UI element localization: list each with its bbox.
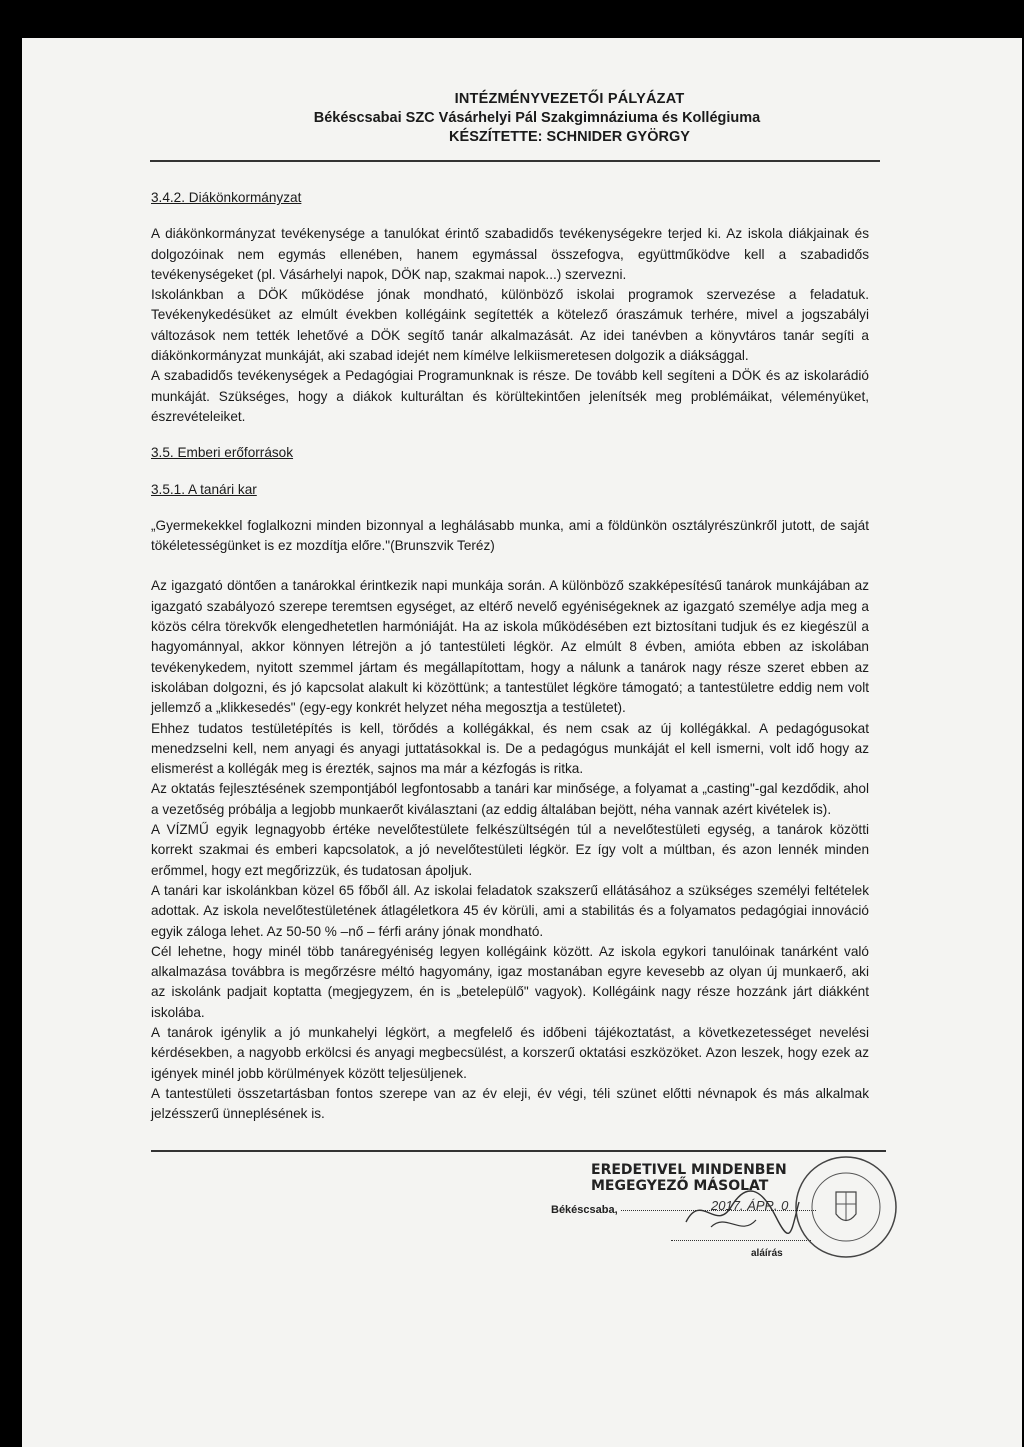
certification-stamp [151,1152,869,1270]
paragraph: Iskolánkban a DÖK működése jónak mondható, különböző iskolai programok szervezése a feladatuk. Tevékenykedésüket az elmúlt években kollégáink segítették a kötelező óraszámuk terhére, mivel a jogszabályi változások nem tették lehetővé a DÖK segítő tanár alkalmazását. Az idei tanévben a könyvtáros tanár segíti a diákönkormányzat munkáját, aki szabad idejét nem kímélve lelkiismeretesen dolgozik a diáksággal. [151,287,869,364]
document-page [22,38,1022,1447]
stamp-date: 2017. ÁPR. 0 [711,1198,789,1214]
header-school: Békéscsabai SZC Vásárhelyi Pál Szakgimnáziuma és Kollégiuma [313,110,761,126]
paragraph: A tanárok igénylik a jó munkahelyi légkört, a megfelelő és időbeni tájékoztatást, a következetességet nevelési kérdésekben, a nagyobb erkölcsi és anyagi megbecsülést, a korszerű oktatási eszközöket. Azon leszek, hogy ezek az igények minél jobb körülmények között teljesüljenek. [151,1024,869,1081]
document-body [151,188,869,1270]
paragraph: Ehhez tudatos testületépítés is kell, törődés a kollégákkal, és nem csak az új kollégákkal. A pedagógusokat menedzselni kell, nem anyagi és anyagi juttatásokkal is. De a pedagógus munkáját el kell ismerni, volt idő hogy az elismerést a kollégák meg is érezték, sajnos ma már a kézfogás is ritka. [151,720,869,777]
paragraph: A VÍZMŰ egyik legnagyobb értéke nevelőtestülete felkészültségén túl a nevelőtestületi egység, a tanárok közötti korrekt szakmai és emberi kapcsolatok, a jó nevelőtestületi légkör. Ez így volt a múltban, és azon lennék minden erőmmel, hogy ezt megőrizzük, és tudatosan ápoljuk. [151,822,869,878]
handwritten-signature-icon [681,1182,801,1242]
header-divider [150,160,880,162]
quote: „Gyermekekkel foglalkozni minden bizonnyal a leghálásabb munka, ami a földünkön osztályrészünkről jutott, de saját tökéletességünket is ez mozdítja előre."(Brunszvik Teréz) [151,517,869,554]
header-author: KÉSZÍTETTE: SCHNIDER GYÖRGY [449,129,690,145]
stamp-line-1: EREDETIVEL MINDENBEN [591,1162,787,1179]
stamp-line-2: MEGEGYEZŐ MÁSOLAT [591,1178,769,1195]
signature-label: aláírás [751,1248,783,1260]
paragraph: A diákönkormányzat tevékenysége a tanulókat érintő szabadidős tevékenységekre terjed ki. Az iskola diákjainak és dolgozóinak nem egymás ellenében, hanem egymással összefogva, együttműködve kell a szabadidős tevékenységeket (pl. Vásárhelyi napok, DÖK nap, szakmai napok...) szervezni. [151,226,869,282]
paragraph: Az igazgató döntően a tanárokkal érintkezik napi munkája során. A különböző szakképesítésű tanárok munkájában az igazgató szabályozó szerepe teremtsen egységet, az eltérő nevelő egyéniségeknek az igazgató személye adja meg a közös célra törekvők elengedhetetlen harmóniáját. Ha az iskola működésében ezt biztosítani tudjuk és ez kiegészül a hagyománnyal, akkor könnyen létrejön a jó tantestületi légkör. Az elmúlt 8 évben, amióta ebben az iskolában tevékenykedem, nyitott szemmel jártam és megállapítottam, hogy a nálunk a tanárok nagy része szeret ebben az iskolában dolgozni, és jó kapcsolat alakult ki közöttünk; a tantestület légköre támogató; a tantestületre eddig nem volt jellemző a „klikkesedés" (egy-egy konkrét helyzet néha megosztja a testületet). [151,578,869,716]
stamp-place: Békéscsaba, [551,1204,618,1217]
paragraph: Az oktatás fejlesztésének szempontjából legfontosabb a tanári kar minősége, a folyamat a „casting"-gal kezdődik, ahol a vezetőség próbálja a legjobb munkaerőt kiválasztani (az eddig általában bejött, néha vannak azért kivételek is). [151,781,869,817]
paragraph: A tanári kar iskolánkban közel 65 főből áll. Az iskolai feladatok szakszerű ellátásához a szükséges személyi feltételek adottak. Az iskola nevelőtestületének átlagéletkora 45 év körüli, ami a stabilitás és a folyamatos pedagógiai innováció egyik záloga lehet. Az 50-50 % –nő – férfi arány jónak mondható. [151,882,869,939]
document-header [22,90,1022,147]
paragraph: Cél lehetne, hogy minél több tanáregyéniség legyen kollégáink között. Az iskola egykori tanulóinak tanárként való alkalmazása továbbra is megőrzésre méltó hagyomány, igaz mostanában egyre kevesebb az olyan új munkaerő, aki az iskolánk padjait koptatta (megjegyzem, én is „betelepülő" vagyok). Kollégáink nagy része hozzánk járt diákként iskolába. [151,943,869,1020]
paragraph: A tantestületi összetartásban fontos szerepe van az év eleji, év végi, téli szünet előtti névnapok és más alkalmak jelzésszerű ünneplésének is. [151,1085,869,1122]
header-title: INTÉZMÉNYVEZETŐI PÁLYÁZAT [454,91,685,107]
heading-351: 3.5.1. A tanári kar [151,481,257,497]
paragraph: A szabadidős tevékenységek a Pedagógiai Programunknak is része. De tovább kell segíteni a DÖK és az iskolarádió munkáját. Szükséges, hogy a diákok kulturáltan és körültekintően jelenítsék meg problémáikat, véleményüket, észrevételeiket. [151,368,869,424]
heading-35: 3.5. Emberi erőforrások [151,445,294,461]
round-seal-icon [791,1152,901,1262]
heading-342: 3.4.2. Diákönkormányzat [151,190,302,205]
